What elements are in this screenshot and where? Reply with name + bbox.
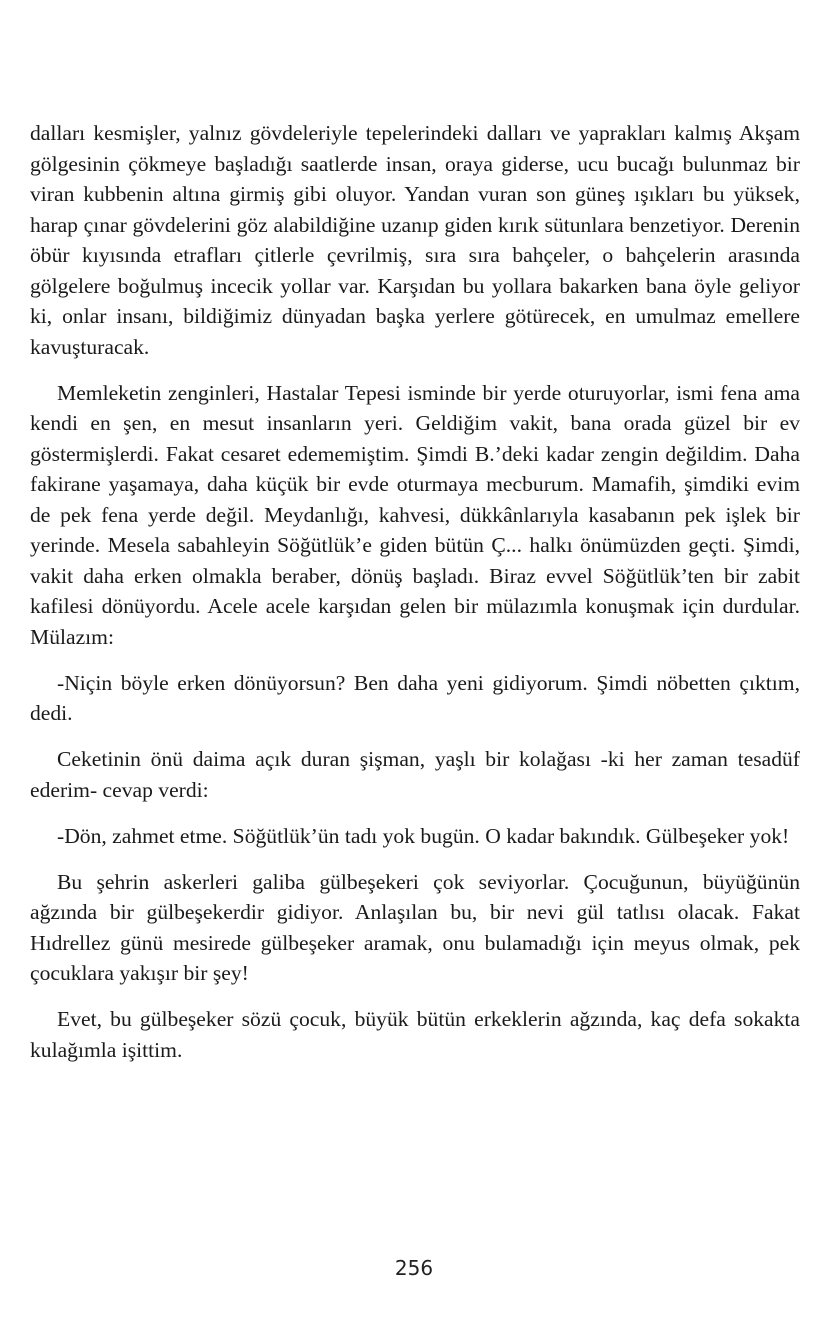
page-number: 256 (394, 1256, 434, 1280)
paragraph-continuation: dalları kesmişler, yalnız gövdeleriyle tepelerindeki dalları ve yaprakları kalmış Akşam gölgesinin çökmeye başladığı saatlerde insan, oraya giderse, ucu bucağı bulunmaz bir viran kubbenin altına girmiş gibi oluyor. Yandan vuran son güneş ışıkları bu yüksek, harap çınar gövdelerini göz alabildiğine uzanıp giden kırık sütunlara benzetiyor. Derenin öbür kıyısında etrafları çitlerle çevrilmiş, sıra sıra bahçeler, o bahçelerin arasında gölgelere boğulmuş incecik yollar var. Karşıdan bu yollara bakarken bana öyle geliyor ki, onlar insanı, bildiğimiz dünyadan başka yerlere götürecek, en umulmaz emellere kavuşturacak. (30, 121, 800, 359)
paragraph-dialogue: -Dön, zahmet etme. Söğütlük’ün tadı yok bugün. O kadar bakındık. Gülbeşeker yok! (57, 823, 790, 848)
body-text (30, 118, 800, 1081)
paragraph: Ceketinin önü daima açık duran şişman, yaşlı bir kolağası -ki her zaman tesadüf ederim- cevap verdi: (30, 747, 800, 802)
paragraph: Bu şehrin askerleri galiba gülbeşekeri çok seviyorlar. Çocuğunun, büyüğünün ağzında bir gülbeşekerdir gidiyor. Anlaşılan bu, bir nevi gül tatlısı olacak. Fakat Hıdrellez günü mesirede gülbeşeker aramak, onu bulamadığı için meyus olmak, pek çocuklara yakışır bir şey! (30, 869, 800, 985)
paragraph: Evet, bu gülbeşeker sözü çocuk, büyük bütün erkeklerin ağzında, kaç defa sokakta kulağımla işittim. (30, 1007, 800, 1062)
paragraph-dialogue: -Niçin böyle erken dönüyorsun? Ben daha yeni gidiyorum. Şimdi nöbetten çıktım, dedi. (30, 670, 800, 725)
paragraph: Memleketin zenginleri, Hastalar Tepesi isminde bir yerde oturuyorlar, ismi fena ama kendi en şen, en mesut insanların yeri. Geldiğim vakit, bana orada güzel bir ev göstermişlerdi. Fakat cesaret edememiştim. Şimdi B.’deki kadar zengin değildim. Daha fakirane yaşamaya, daha küçük bir evde oturmaya mecburum. Mamafih, şimdiki evim de pek fena yerde değil. Meydanlığı, kahvesi, dükkânlarıyla kasabanın pek işlek bir yerinde. Mesela sabahleyin Söğütlük’e giden bütün Ç... halkı önümüzden geçti. Şimdi, vakit daha erken olmakla beraber, dönüş başladı. Biraz evvel Söğütlük’ten bir zabit kafilesi dönüyordu. Acele acele karşıdan gelen bir mülazımla konuşmak için durdular. Mülazım: (30, 380, 800, 649)
